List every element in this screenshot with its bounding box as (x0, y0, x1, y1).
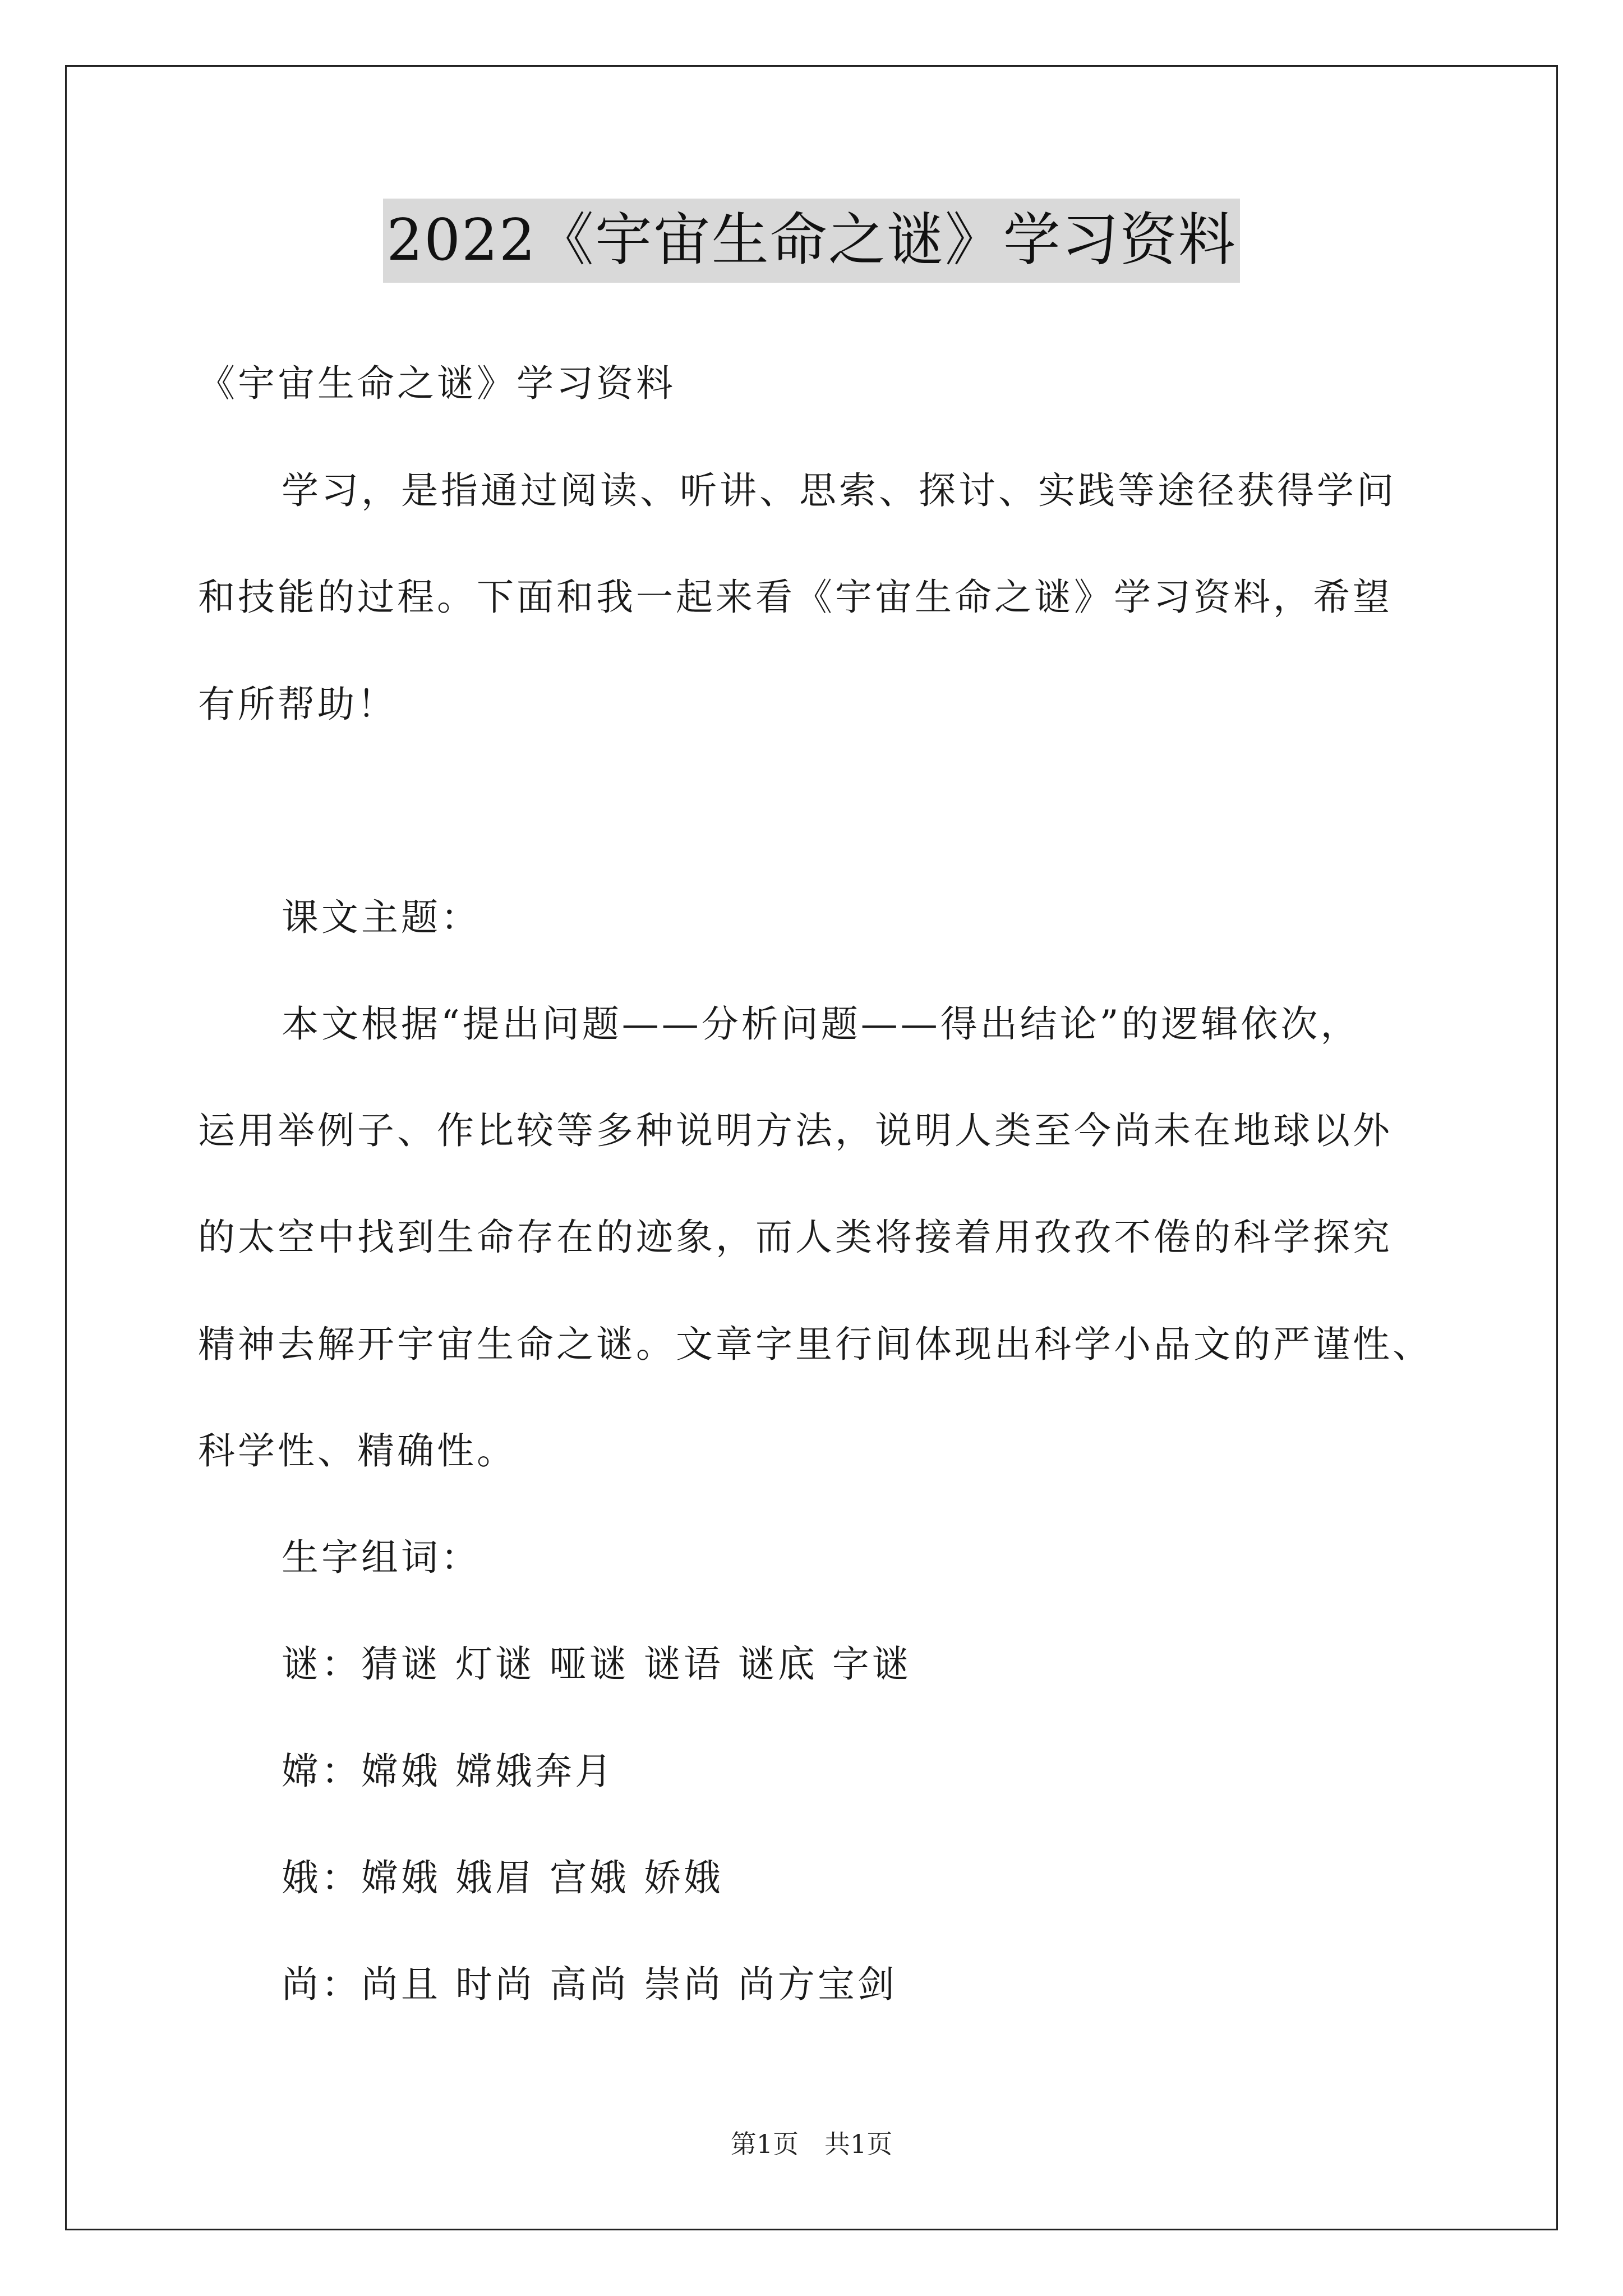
section-heading-theme: 课文主题： (282, 896, 481, 939)
intro-line-1: 学习，是指通过阅读、听讲、思索、探讨、实践等途径获得学问 (282, 469, 1396, 512)
vocab-item-mi: 谜：猜谜 灯谜 哑谜 谜语 谜底 字谜 (282, 1642, 912, 1686)
theme-line-3: 的太空中找到生命存在的迹象，而人类将接着用孜孜不倦的科学探究 (198, 1216, 1393, 1259)
intro-line-2: 和技能的过程。下面和我一起来看《宇宙生命之谜》学习资料，希望 (198, 576, 1393, 619)
section-heading-vocab: 生字组词： (282, 1536, 481, 1579)
vocab-item-chang: 嫦：嫦娥 嫦娥奔月 (282, 1750, 615, 1793)
page-footer: 第1页 共1页 (730, 2129, 893, 2159)
theme-line-4: 精神去解开宇宙生命之谜。文章字里行间体现出科学小品文的严谨性、 (198, 1323, 1432, 1366)
subtitle-line: 《宇宙生命之谜》学习资料 (198, 362, 676, 405)
document-title: 2022《宇宙生命之谜》学习资料 (383, 199, 1240, 283)
intro-line-3: 有所帮助！ (198, 683, 397, 726)
vocab-item-shang: 尚：尚且 时尚 高尚 崇尚 尚方宝剑 (282, 1963, 897, 2006)
theme-line-2: 运用举例子、作比较等多种说明方法，说明人类至今尚未在地球以外 (198, 1109, 1393, 1152)
theme-line-1: 本文根据“提出问题——分析问题——得出结论”的逻辑依次， (282, 1002, 1361, 1046)
vocab-item-e: 娥：嫦娥 娥眉 宫娥 娇娥 (282, 1856, 723, 1899)
title-container (0, 199, 1623, 283)
theme-line-5: 科学性、精确性。 (198, 1429, 517, 1473)
